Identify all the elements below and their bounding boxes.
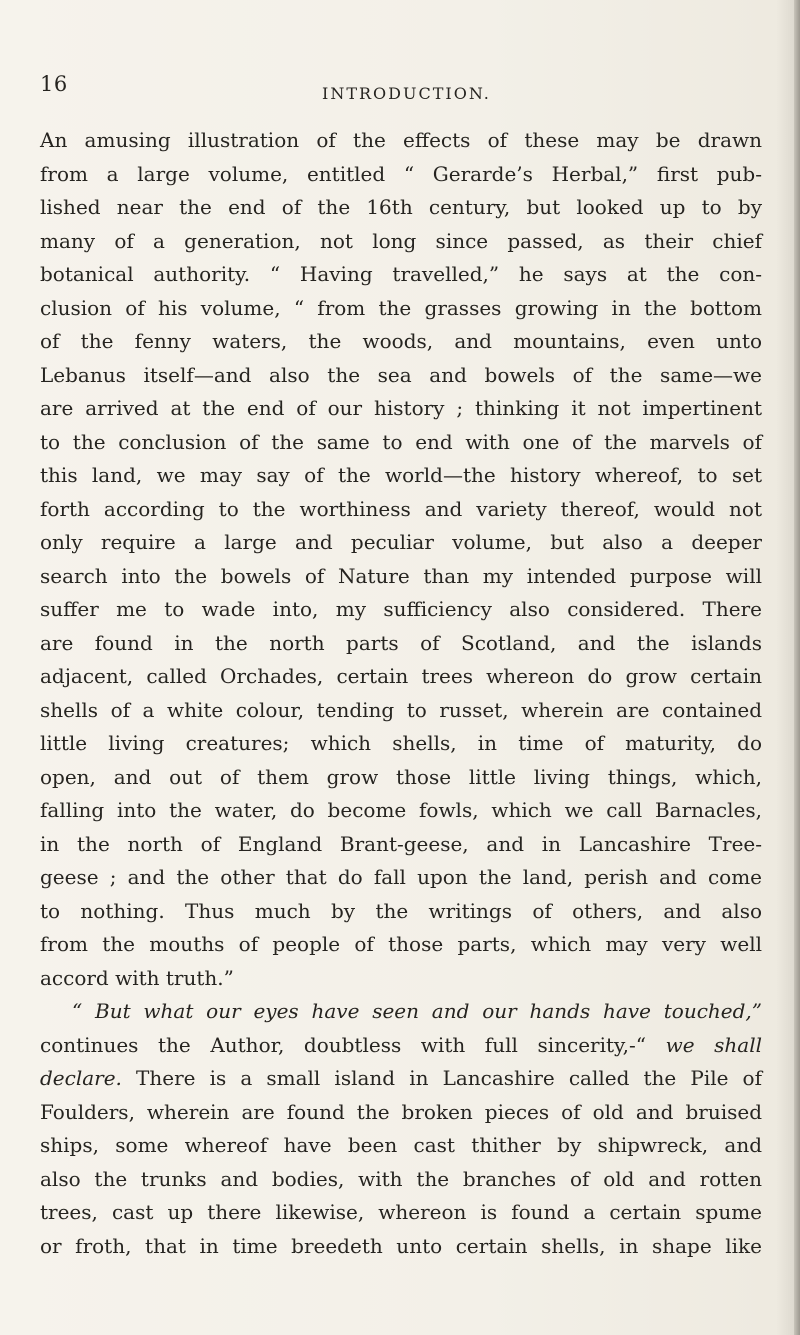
page-number: 16 [40,72,68,96]
text-line: falling into the water, do become fowls, which we call Barnacles, [40,798,762,822]
text-line: this land, we may say of the world—the history whereof, to set [40,463,762,487]
text-line: lished near the end of the 16th century, but looked up to by [40,195,762,219]
body-text [40,124,762,1263]
text-line: accord with truth.” [40,965,234,990]
text-line: open, and out of them grow those little living things, which, [40,764,762,789]
text-span: There is a small island in Lancashire called the Pile of [121,1066,762,1090]
running-head: INTRODUCTION. [322,84,491,103]
text-line: from a large volume, entitled “ Gerarde’s Herbal,” first pub- [40,161,762,186]
text-line: forth according to the worthiness and variety thereof, would not [40,496,762,521]
text-line: also the trunks and bodies, with the branches of old and rotten [40,1166,762,1191]
text-line: many of a generation, not long since passed, as their chief [40,228,762,253]
text-line: only require a large and peculiar volume, but also a deeper [40,530,762,554]
text-line: adjacent, called Orchades, certain trees whereon do grow certain [40,664,762,688]
text-line: of the fenny waters, the woods, and mountains, even unto [40,329,762,353]
text-line: An amusing illustration of the effects of these may be drawn [40,128,762,152]
text-line: to nothing. Thus much by the writings of others, and also [40,898,762,923]
text-line: trees, cast up there likewise, whereon is found a certain spume [40,1200,762,1224]
text-span: continues the Author, doubtless with full sincerity,-“ [40,1032,666,1057]
page-edge [794,0,800,1335]
text-line: to the conclusion of the same to end with one of the marvels of [40,429,762,454]
text-line: suffer me to wade into, my sufficiency also considered. There [40,597,762,621]
text-line: geese ; and the other that do fall upon the land, perish and come [40,865,762,889]
italic-quote: “ But what our eyes have seen and our hands have touched,” [72,999,762,1023]
text-line: shells of a white colour, tending to russet, wherein are contained [40,697,762,722]
text-line: Lebanus itself—and also the sea and bowels of the same—we [40,362,762,387]
text-line-italic-quote [40,995,762,1029]
text-line: Foulders, wherein are found the broken pieces of old and bruised [40,1099,762,1124]
text-line: clusion of his volume, “ from the grasses growing in the bottom [40,295,762,320]
text-line [40,1029,762,1063]
text-line: botanical authority. “ Having travelled,” he says at the con- [40,262,762,286]
text-line: in the north of England Brant-geese, and in Lancashire Tree- [40,831,762,856]
text-line: ships, some whereof have been cast thither by shipwreck, and [40,1133,762,1157]
text-line: from the mouths of people of those parts, which may very well [40,932,762,956]
text-line: are found in the north parts of Scotland, and the islands [40,630,762,655]
text-line: or froth, that in time breedeth unto certain shells, in shape like [40,1233,762,1258]
text-line: are arrived at the end of our history ; thinking it not impertinent [40,396,762,420]
text-line: search into the bowels of Nature than my intended purpose will [40,563,762,588]
text-line [40,1062,762,1096]
italic-span: we shall [665,1032,762,1057]
text-line: little living creatures; which shells, in time of maturity, do [40,731,762,755]
italic-span: declare. [40,1066,122,1090]
